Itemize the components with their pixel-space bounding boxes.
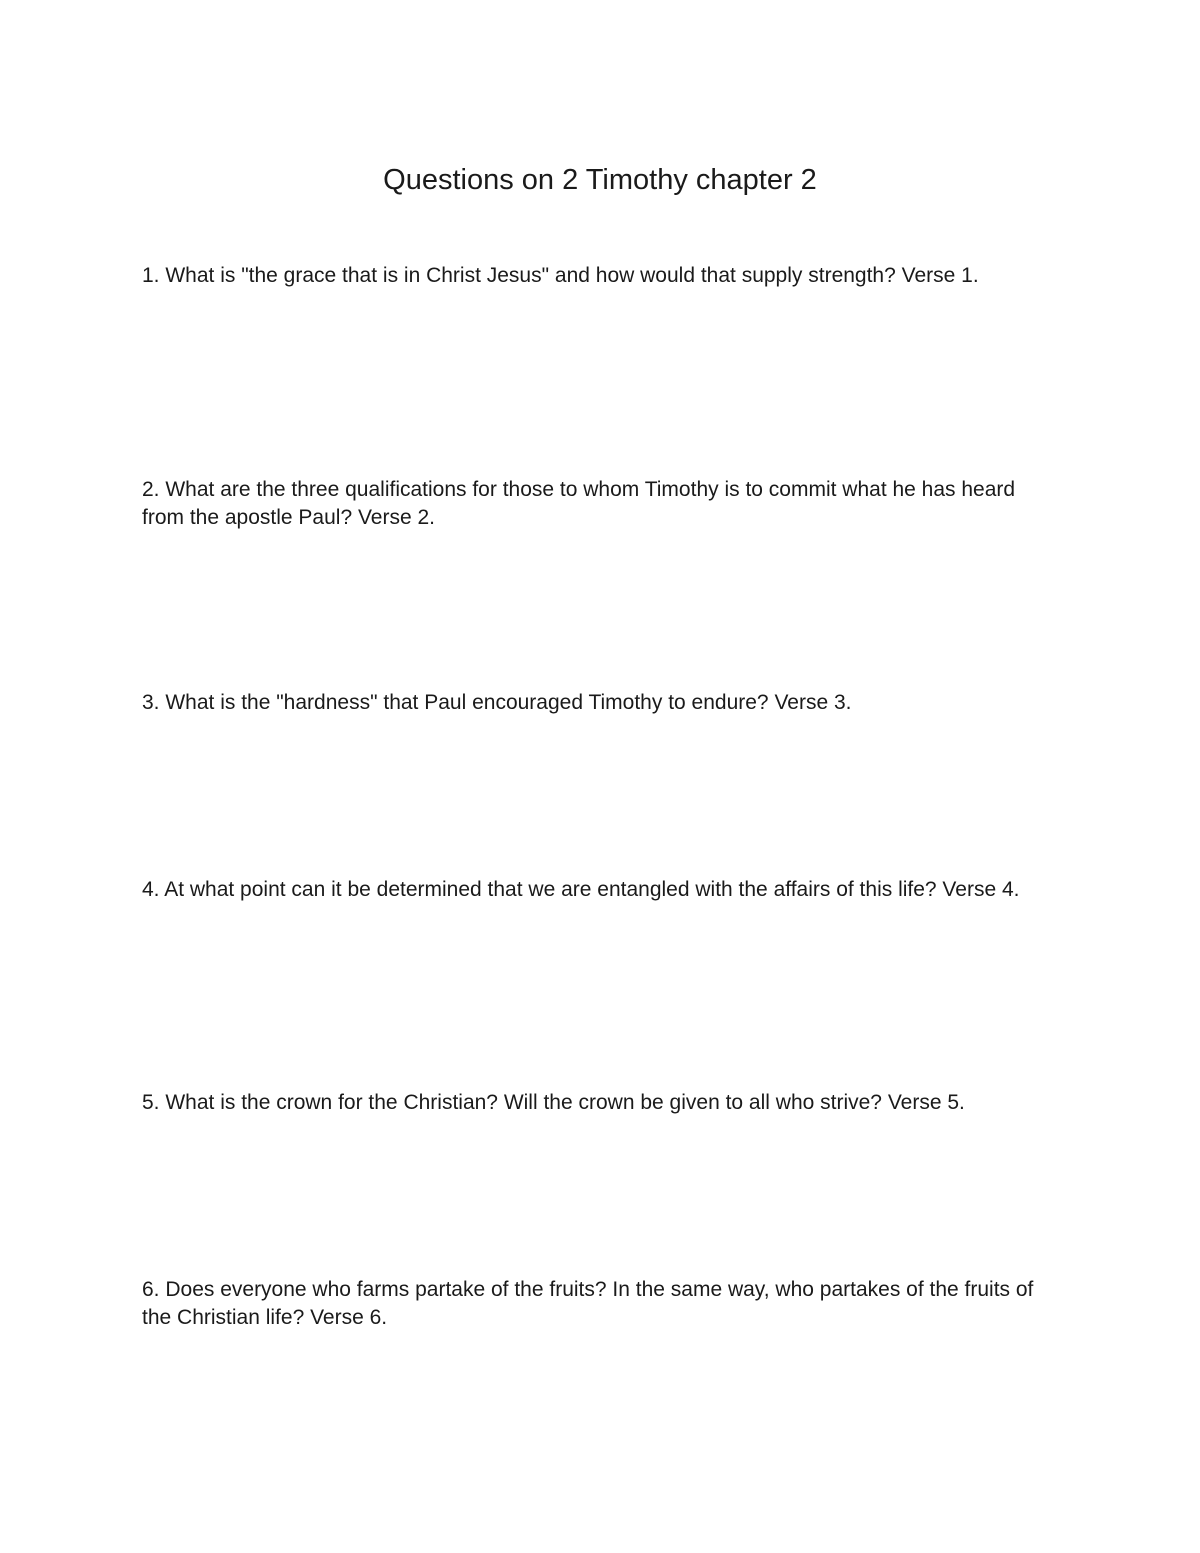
question-6: 6. Does everyone who farms partake of the fruits? In the same way, who partakes of the fruits of the Christian life? Verse 6. [142, 1278, 1034, 1329]
question-5: 5. What is the crown for the Christian? Will the crown be given to all who strive? Verse 5. [142, 1091, 965, 1114]
question-4: 4. At what point can it be determined that we are entangled with the affairs of this life? Verse 4. [142, 878, 1020, 901]
page-title: Questions on 2 Timothy chapter 2 [383, 164, 817, 196]
question-2: 2. What are the three qualifications for those to whom Timothy is to commit what he has heard from the apostle Paul? Verse 2. [142, 478, 1016, 529]
question-3: 3. What is the "hardness" that Paul encouraged Timothy to endure? Verse 3. [142, 691, 852, 714]
question-1: 1. What is "the grace that is in Christ Jesus" and how would that supply strength? Verse 1. [142, 264, 979, 287]
